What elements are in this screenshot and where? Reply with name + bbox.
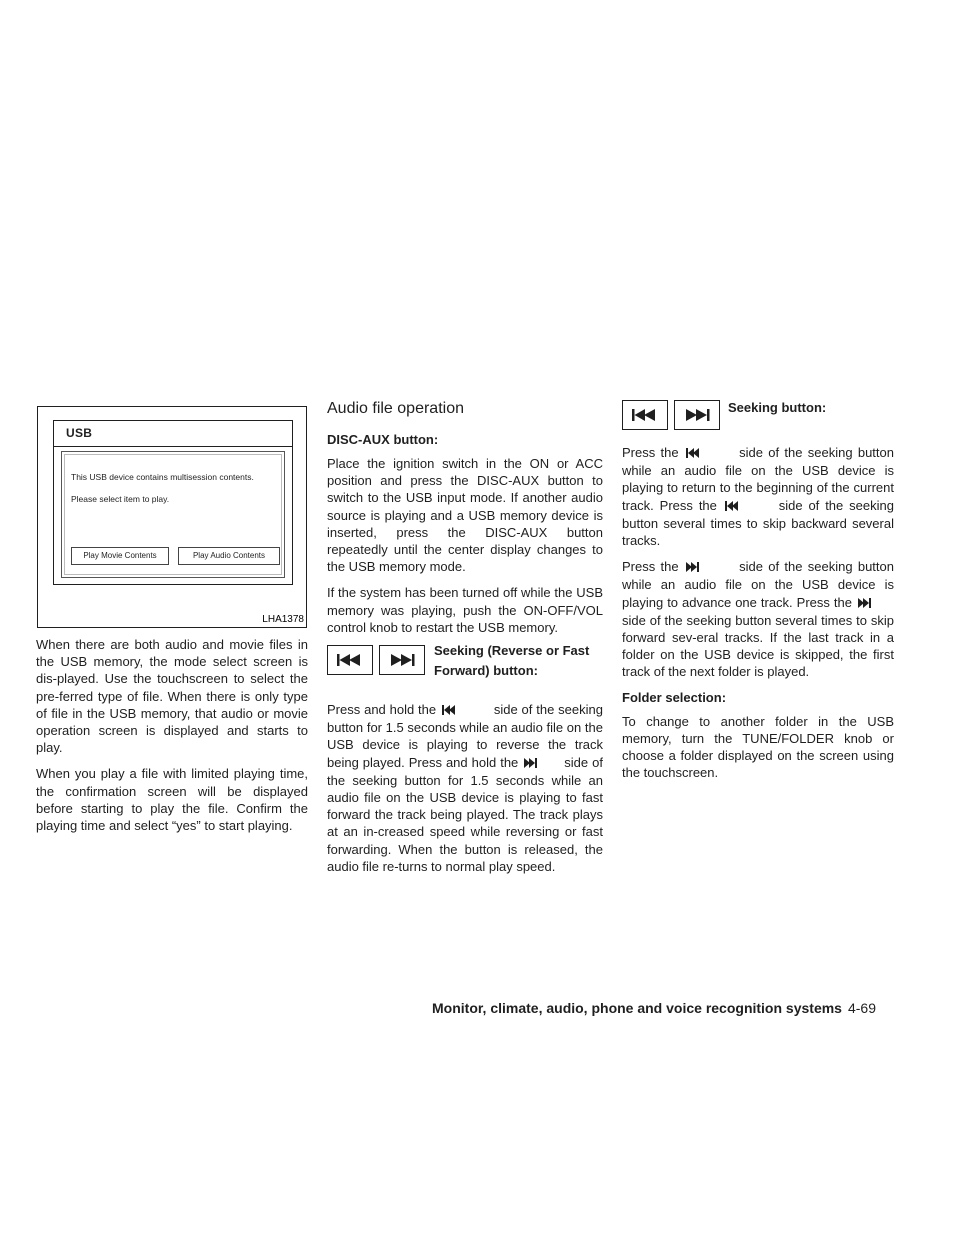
figure-label: LHA1378 [262, 614, 304, 625]
footer-title: Monitor, climate, audio, phone and voice recognition systems [432, 1000, 842, 1016]
dialog-message: This USB device contains multisession contents. [71, 472, 254, 482]
column-middle [327, 400, 603, 884]
section-heading: Audio file operation [327, 400, 464, 417]
column-left [36, 400, 308, 843]
skip-back-icon [622, 400, 668, 430]
page-number: 4-69 [847, 1000, 876, 1016]
skip-back-icon [725, 498, 739, 515]
skip-forward-icon [674, 400, 720, 430]
paragraph-folder: To change to another folder in the USB memory, turn the TUNE/FOLDER knob or choose a folder displayed on the screen using the touchscreen. [622, 713, 894, 781]
disc-aux-heading: DISC-AUX button: [327, 432, 439, 447]
paragraph-restart: If the system has been turned off while the USB memory was playing, push the ON-OFF/VOL control knob to restart the USB memory. [327, 585, 603, 635]
page-footer [432, 1000, 898, 1022]
seeking-button-illustration [622, 400, 894, 440]
play-audio-contents-button[interactable]: Play Audio Contents [178, 547, 280, 565]
play-movie-contents-button[interactable]: Play Movie Contents [71, 547, 169, 565]
usb-screen [53, 420, 293, 585]
usb-screen-figure [37, 406, 307, 628]
paragraph-seek-forward: Press the side of the seeking button while an audio file on the USB device is playing to advance one track. Press the side of the seeking button several times to skip forward sev-eral tracks. If the last track in a folder on the USB device is skipped, the first track of the next folder is played. [622, 559, 894, 680]
skip-back-icon [442, 702, 456, 719]
skip-forward-icon [379, 645, 425, 675]
skip-back-icon [327, 645, 373, 675]
multisession-dialog [61, 451, 285, 578]
paragraph-seek-hold: Press and hold the side of the seeking button for 1.5 seconds while an audio file on the USB device is playing to reverse the track being played. Press and hold the side of the seeking button for 1.5 seconds while an audio file on the USB device is playing to fast forward the track being played. The track plays at an in-creased speed while reversing or fast forwarding. When the button is released, the audio file re-turns to normal play speed. [327, 702, 603, 874]
paragraph-limited-playing: When you play a file with limited playing time, the confirmation screen will be displayed before starting to play the file. Confirm the playing time and select “yes” to start playing. [36, 766, 308, 834]
seek-label-line2: Forward) button: [434, 663, 538, 679]
screen-divider [54, 446, 292, 447]
screen-title: USB [66, 426, 93, 440]
paragraph-seek-back: Press the side of the seeking button while an audio file on the USB device is playing to return to the beginning of the current track. Press the side of the seeking button several times to skip backward several tracks. [622, 445, 894, 549]
paragraph-mode-select: When there are both audio and movie files in the USB memory, the mode select screen is dis-played. Use the touchscreen to select the pre-ferred type of file. When there is only type of file in the USB memory, that audio or movie operation screen is displayed and starts to play. [36, 637, 308, 756]
skip-forward-icon [858, 595, 872, 612]
seeking-button-label: Seeking button: [728, 400, 827, 415]
seek-button-illustration [327, 645, 603, 691]
skip-back-icon [686, 445, 700, 462]
dialog-prompt: Please select item to play. [71, 494, 170, 504]
folder-selection-heading: Folder selection: [622, 689, 727, 705]
paragraph-disc-aux: Place the ignition switch in the ON or ACC position and press the DISC-AUX button to switch to the USB input mode. If another audio source is playing and a USB memory device is inserted, press the DISC-AUX button repeatedly until the center display changes to the USB memory mode. [327, 456, 603, 575]
skip-forward-icon [524, 755, 538, 772]
seek-label-line1: Seeking (Reverse or Fast [434, 643, 590, 659]
column-right [622, 400, 894, 790]
skip-forward-icon [686, 559, 700, 576]
